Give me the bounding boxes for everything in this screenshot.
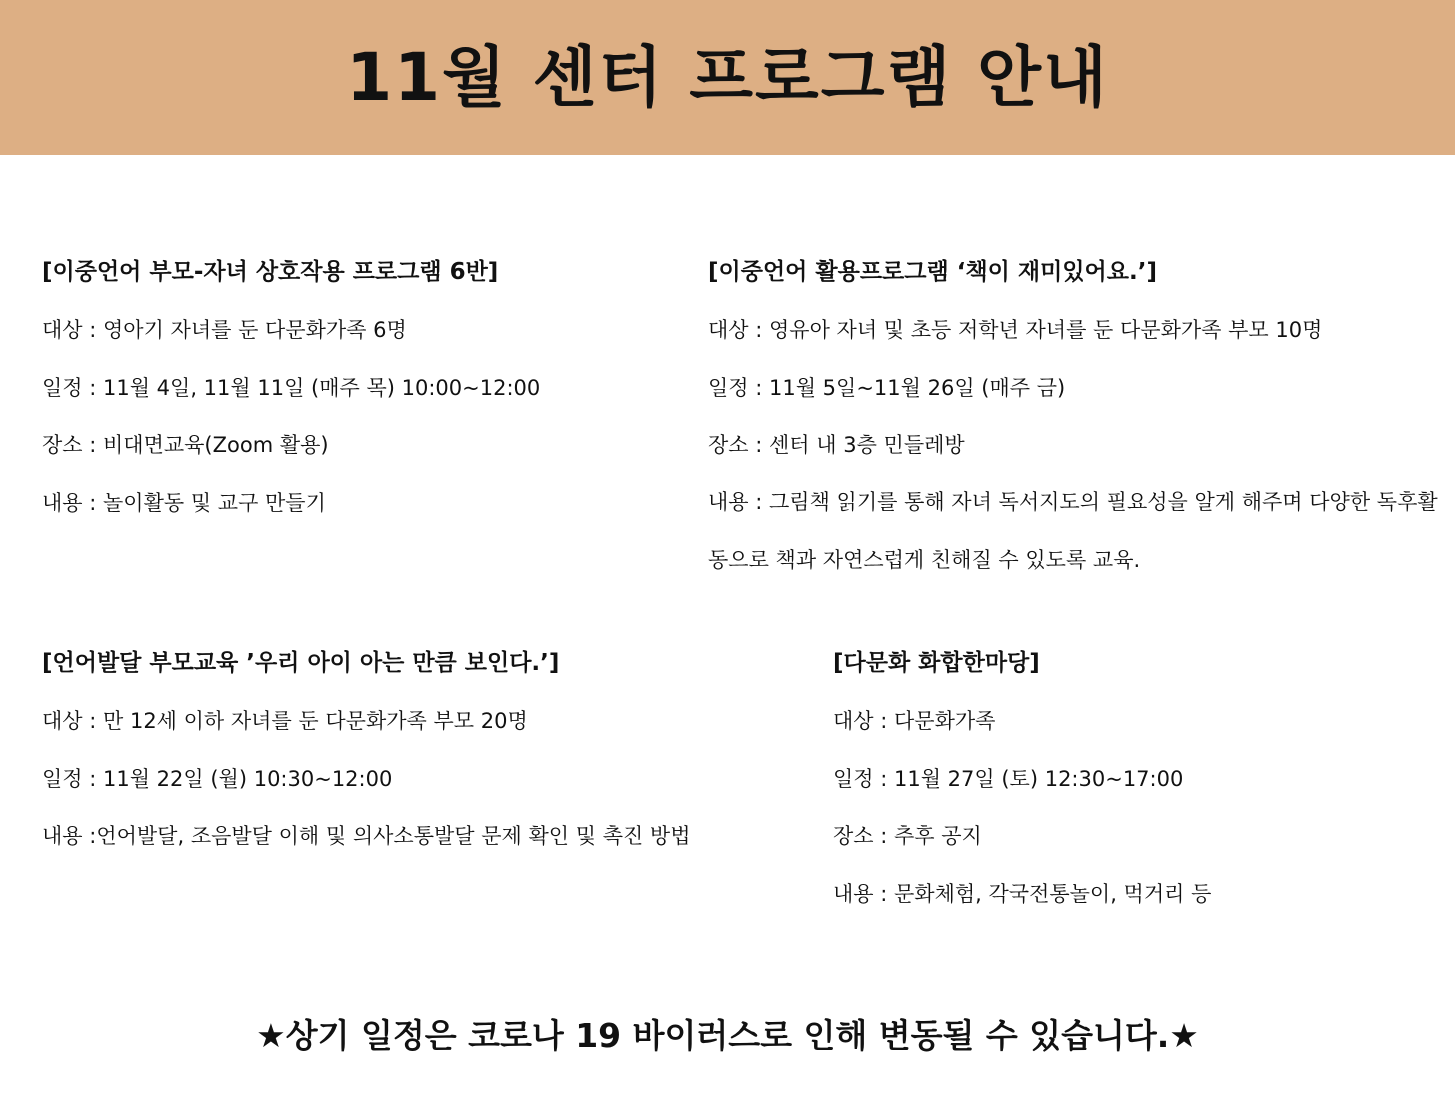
content-line: 내용 : 놀이활동 및 교구 만들기 [42, 490, 326, 515]
section-title: [언어발달 부모교육 ’우리 아이 아는 만큼 보인다.’] [42, 650, 560, 676]
content-line: 내용 : 그림책 읽기를 통해 자녀 독서지도의 필요성을 알게 해주며 다양한 독후활동으로 책과 자연스럽게 친해질 수 있도록 교육. [708, 490, 1438, 572]
program-section-multicultural-festival [833, 648, 1433, 936]
section-title: [이중언어 부모-자녀 상호작용 프로그램 6반] [42, 259, 499, 285]
program-section-bilingual-interaction [42, 257, 682, 545]
schedule-line: 일정 : 11월 5일~11월 26일 (매주 금) [708, 375, 1066, 400]
target-line: 대상 : 만 12세 이하 자녀를 둔 다문화가족 부모 20명 [42, 709, 528, 733]
program-section-bilingual-books [708, 257, 1448, 617]
schedule-line: 일정 : 11월 22일 (월) 10:30~12:00 [42, 766, 393, 791]
header-banner [0, 0, 1455, 155]
section-title: [다문화 화합한마당] [833, 650, 1040, 676]
section-title: [이중언어 활용프로그램 ‘책이 재미있어요.’] [708, 259, 1157, 285]
content-line: 내용 :언어발달, 조음발달 이해 및 의사소통발달 문제 확인 및 촉진 방법 [42, 824, 691, 848]
schedule-line: 일정 : 11월 4일, 11월 11일 (매주 목) 10:00~12:00 [42, 375, 541, 400]
location-line: 장소 : 비대면교육(Zoom 활용) [42, 433, 329, 457]
schedule-line: 일정 : 11월 27일 (토) 12:30~17:00 [833, 766, 1184, 791]
location-line: 장소 : 추후 공지 [833, 824, 982, 848]
target-line: 대상 : 영아기 자녀를 둔 다문화가족 6명 [42, 318, 407, 342]
program-section-language-development [42, 648, 822, 879]
location-line: 장소 : 센터 내 3층 민들레방 [708, 433, 965, 457]
target-line: 대상 : 다문화가족 [833, 709, 996, 733]
page-title: 11월 센터 프로그램 안내 [346, 39, 1109, 116]
footer-notice: ★상기 일정은 코로나 19 바이러스로 인해 변동될 수 있습니다.★ [256, 1016, 1199, 1055]
content-line: 내용 : 문화체험, 각국전통놀이, 먹거리 등 [833, 881, 1212, 906]
target-line: 대상 : 영유아 자녀 및 초등 저학년 자녀를 둔 다문화가족 부모 10명 [708, 318, 1323, 342]
